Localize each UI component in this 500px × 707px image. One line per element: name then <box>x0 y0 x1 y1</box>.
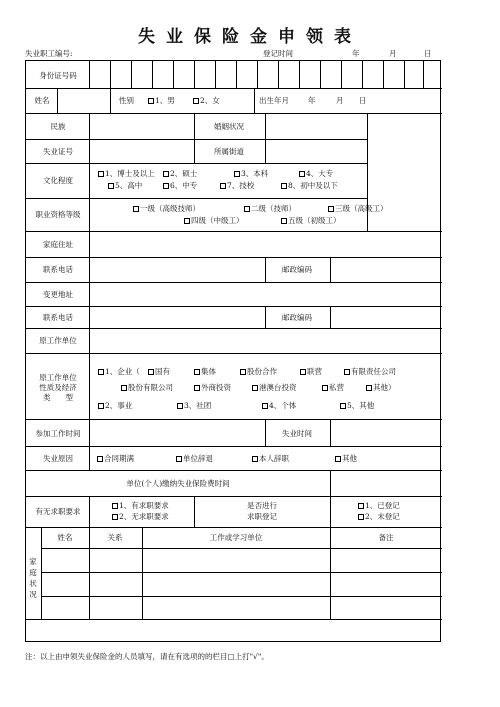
id-number-label: 身份证号码 <box>39 71 77 80</box>
unit-type-label-2: 性质及经济 <box>39 383 77 392</box>
form-title: 失业保险金申领表 <box>138 27 362 47</box>
edu-option-5[interactable]: 5、高中 <box>108 181 142 190</box>
ut-association-option[interactable]: 联营 <box>300 367 322 376</box>
ut-individual-option[interactable]: 4、个体 <box>262 401 296 410</box>
edu-option-2[interactable]: 2、硕士 <box>163 169 197 178</box>
edu-option-6[interactable]: 6、中专 <box>163 181 197 190</box>
marital-label: 婚姻状况 <box>214 122 244 131</box>
serial-label: 失业职工编号: <box>25 49 73 58</box>
gender-female-option[interactable]: 2、女 <box>193 96 220 105</box>
postcode2-label: 邮政编码 <box>282 313 312 322</box>
reg-month-label: 月 <box>389 49 397 58</box>
ut-other-option[interactable]: 其他） <box>366 383 396 392</box>
ut-collective-option[interactable]: 集体 <box>194 367 216 376</box>
changed-addr-label: 变更地址 <box>43 290 73 299</box>
reason-other-option[interactable]: 其他 <box>335 454 357 463</box>
home-addr-label: 家庭住址 <box>43 240 73 249</box>
ut-llc-option[interactable]: 有限责任公司 <box>344 367 396 376</box>
birth-label: 出生年月 <box>259 96 289 105</box>
unemp-reason-label: 失业原因 <box>43 454 73 463</box>
edu-option-3[interactable]: 3、本科 <box>234 169 268 178</box>
qual-option-2[interactable]: 二级（技师） <box>244 204 296 213</box>
unit-type-label-3: 类 型 <box>43 393 73 402</box>
family-side-3: 状 <box>29 579 37 588</box>
qual-option-3[interactable]: 三级（高级工） <box>328 204 388 213</box>
application-form <box>25 60 441 642</box>
gender-label: 性别 <box>119 96 134 105</box>
birth-month-label: 月 <box>336 96 344 105</box>
family-col-relation: 关系 <box>107 533 123 542</box>
postcode-label: 邮政编码 <box>282 265 312 274</box>
job-reg-label-2: 求职登记 <box>247 512 277 521</box>
reg-year-label: 年 <box>352 49 360 58</box>
reg-day-label: 日 <box>424 49 432 58</box>
ut-society-option[interactable]: 3、社团 <box>177 401 211 410</box>
qualification-label: 职业资格等级 <box>35 210 81 219</box>
birth-day-label: 日 <box>359 96 367 105</box>
job-reg-no-option[interactable]: 2、未登记 <box>358 512 400 521</box>
ut-private-option[interactable]: 私营 <box>322 383 344 392</box>
job-req-yes-option[interactable]: 1、有求职要求 <box>112 501 169 510</box>
footer-note: 注：以上由申领失业保险金的人员填写，请在有选项的的栏目□上打"√"。 <box>25 652 269 661</box>
ut-plc-option[interactable]: 股份有限公司 <box>121 383 173 392</box>
qual-option-1[interactable]: 一级（高级技师） <box>133 204 200 213</box>
family-col-workplace: 工作或学习单位 <box>209 533 263 542</box>
name-label: 姓名 <box>34 96 50 105</box>
male-checkbox[interactable] <box>148 98 154 104</box>
orig-unit-label: 原工作单位 <box>39 336 77 345</box>
edu-option-8[interactable]: 8、初中及以下 <box>281 181 338 190</box>
ut-joint-stock-option[interactable]: 股份合作 <box>240 367 277 376</box>
reg-time-label: 登记时间 <box>263 49 293 58</box>
family-side-4: 况 <box>29 590 37 599</box>
reason-dismissed-option[interactable]: 单位辞退 <box>176 454 213 463</box>
qual-option-5[interactable]: 五级（初级工） <box>281 216 341 225</box>
ut-enterprise-option[interactable]: 1、企业（ <box>98 367 140 376</box>
ut-hmt-option[interactable]: 港澳台投资 <box>252 383 297 392</box>
edu-option-4[interactable]: 4、大专 <box>299 169 333 178</box>
edu-option-7[interactable]: 7、技校 <box>220 181 254 190</box>
birth-year-label: 年 <box>308 96 316 105</box>
reason-resigned-option[interactable]: 本人辞职 <box>252 454 289 463</box>
unit-type-label-1: 原工作单位 <box>39 373 77 382</box>
family-col-remarks: 备注 <box>378 533 394 542</box>
unemp-time-label: 失业时间 <box>282 429 312 438</box>
ut-other2-option[interactable]: 5、其他 <box>340 401 374 410</box>
gender-male-option[interactable]: 1、男 <box>148 96 175 105</box>
unemp-cert-label: 失业证号 <box>43 147 73 156</box>
job-req-no-option[interactable]: 2、无求职要求 <box>112 512 169 521</box>
reason-contract-option[interactable]: 合同期满 <box>97 454 134 463</box>
phone2-label: 联系电话 <box>43 313 73 322</box>
ut-institution-option[interactable]: 2、事业 <box>98 401 132 410</box>
work-start-label: 参加工作时间 <box>35 429 81 438</box>
job-reg-yes-option[interactable]: 1、已登记 <box>358 501 400 510</box>
female-checkbox[interactable] <box>193 98 199 104</box>
ethnicity-label: 民族 <box>50 122 66 131</box>
job-req-label: 有无求职要求 <box>35 507 81 516</box>
contrib-label: 单位(个人)缴纳失业保险费时间 <box>126 479 230 488</box>
family-side-1: 家 <box>29 557 37 566</box>
qual-option-4[interactable]: 四级（中级工） <box>184 216 244 225</box>
edu-option-1[interactable]: 1、博士及以上 <box>98 169 155 178</box>
ut-state-owned-option[interactable]: 国有 <box>148 367 170 376</box>
phone-label: 联系电话 <box>43 265 73 274</box>
job-reg-label-1: 是否进行 <box>247 501 277 510</box>
ut-foreign-option[interactable]: 外商投资 <box>194 383 231 392</box>
education-label: 文化程度 <box>43 176 73 185</box>
family-col-name: 姓名 <box>57 533 73 542</box>
family-side-2: 庭 <box>29 568 37 577</box>
street-label: 所属街道 <box>214 147 244 156</box>
